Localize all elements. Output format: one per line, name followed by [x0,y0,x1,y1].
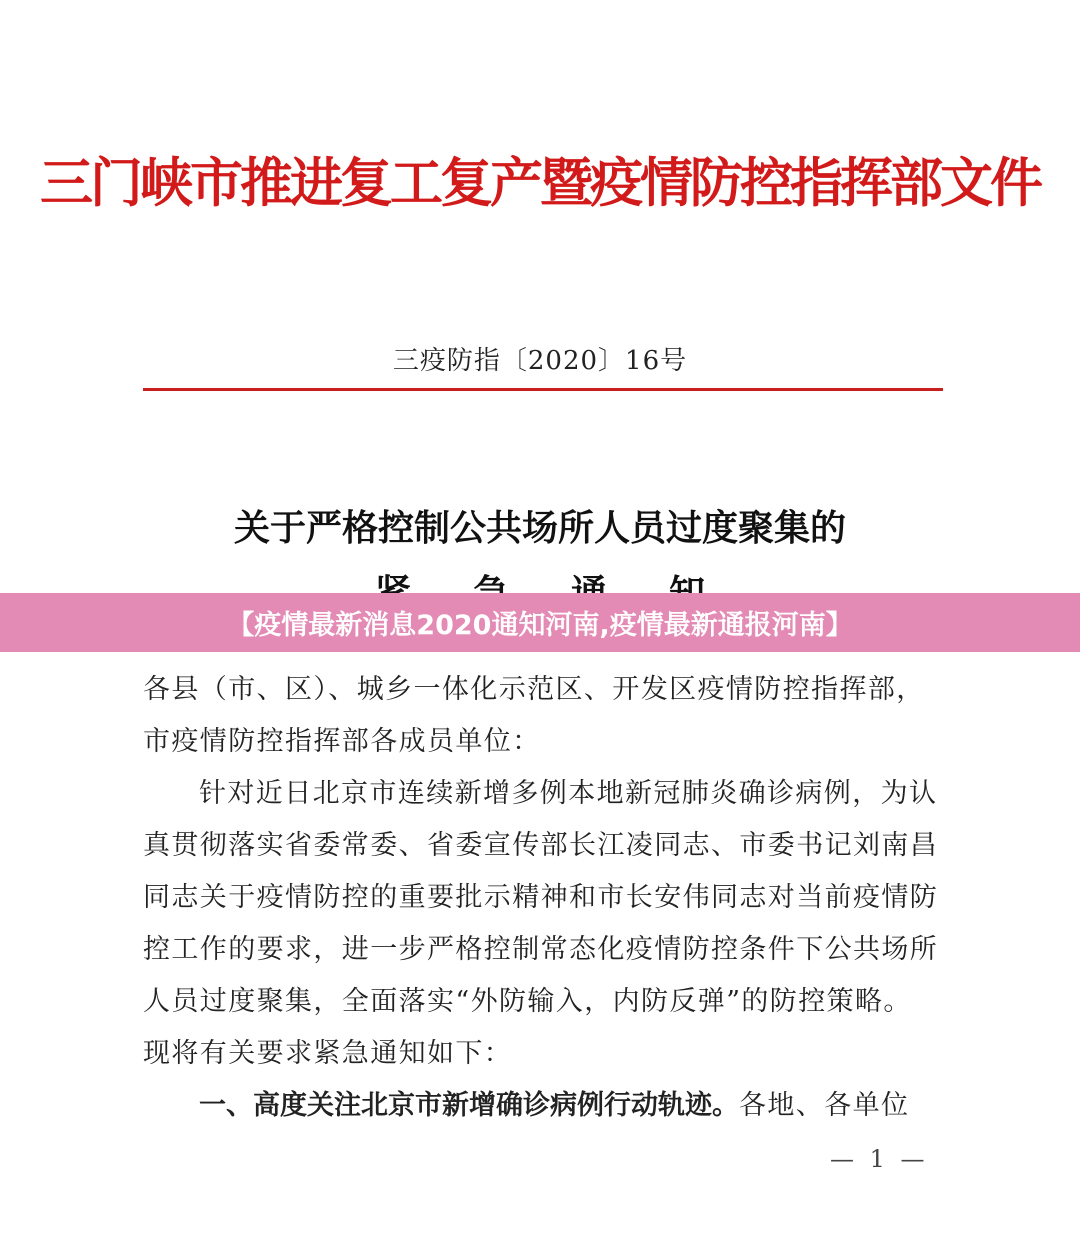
addressee-line: 市疫情防控指挥部各成员单位： [143,726,541,757]
banner-text: 【疫情最新消息2020通知河南,疫情最新通报河南】 [227,610,853,641]
title-overlay-banner [0,593,1080,652]
page-number: — 1 — [830,1145,929,1173]
issuer-header: 三门峡市推进复工复产暨疫情防控指挥部文件 [40,152,1040,214]
addressee-line: 各县（市、区）、城乡一体化示范区、开发区疫情防控指挥部， [143,674,925,705]
paragraph-line: 同志关于疫情防控的重要批示精神和市长安伟同志对当前疫情防 [143,882,939,913]
paragraph-line: 针对近日北京市连续新增多例本地新冠肺炎确诊病例，为认 [199,778,938,809]
paragraph-line: 控工作的要求，进一步严格控制常态化疫情防控条件下公共场所 [143,934,939,965]
document-number: 三疫防指〔2020〕16号 [392,346,688,376]
paragraph-line: 人员过度聚集，全面落实“外防输入，内防反弹”的防控策略。 [143,986,912,1017]
document-body [143,664,948,1132]
paragraph-line: 真贯彻落实省委常委、省委宣传部长江凌同志、市委书记刘南昌 [143,830,939,861]
document-title: 关于严格控制公共场所人员过度聚集的 [233,507,846,549]
item-text: 各地、各单位 [739,1090,910,1121]
item-heading: 一、高度关注北京市新增确诊病例行动轨迹。 [199,1090,739,1121]
red-divider-line [143,388,943,391]
paragraph-line: 现将有关要求紧急通知如下： [143,1038,513,1069]
numbered-item [143,1080,948,1132]
